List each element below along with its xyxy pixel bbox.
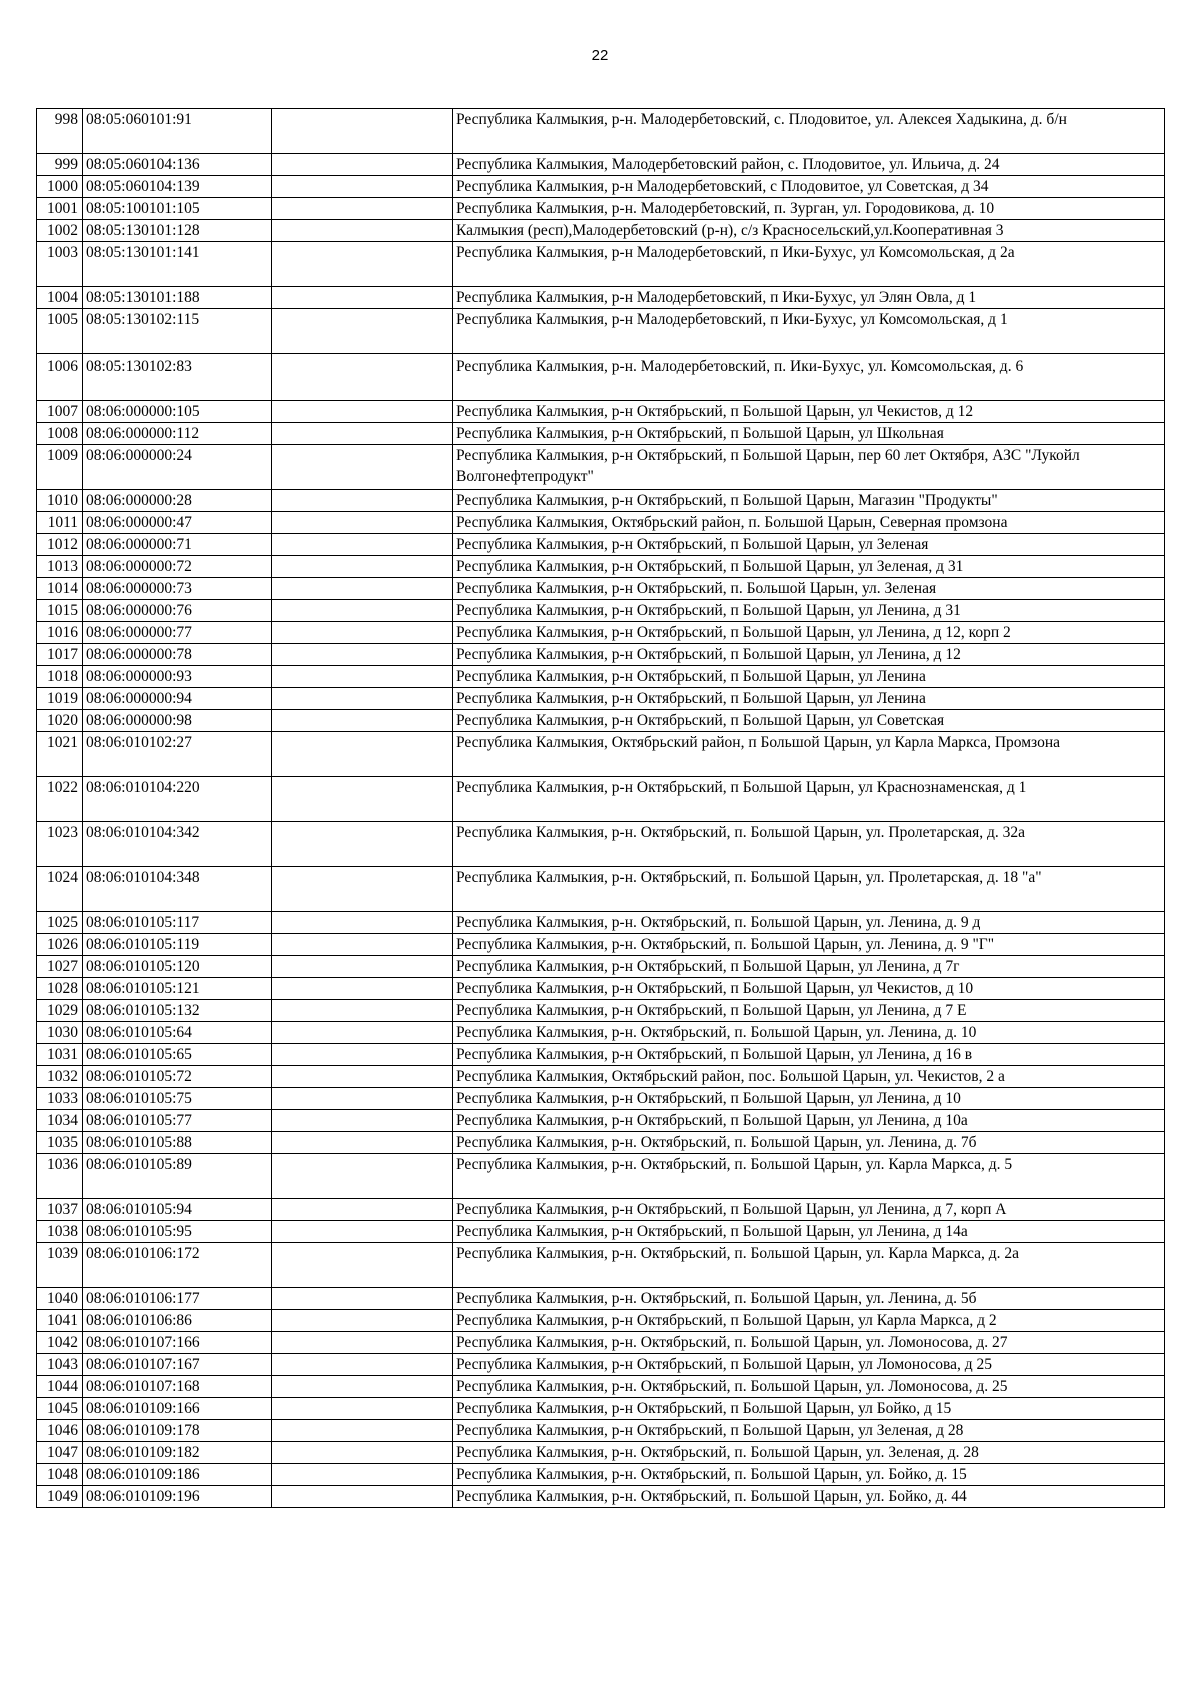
table-row xyxy=(37,1464,1165,1486)
row-number-cell: 1017 xyxy=(37,644,83,666)
table-row xyxy=(37,1110,1165,1132)
empty-cell xyxy=(272,1398,453,1420)
cadastral-number-cell: 08:06:010109:186 xyxy=(83,1464,272,1486)
cadastral-number-cell: 08:06:010109:182 xyxy=(83,1442,272,1464)
empty-cell xyxy=(272,666,453,688)
row-number-cell: 1006 xyxy=(37,354,83,401)
table-row xyxy=(37,622,1165,644)
empty-cell xyxy=(272,109,453,154)
empty-cell xyxy=(272,1354,453,1376)
row-number-cell: 1040 xyxy=(37,1288,83,1310)
table-row xyxy=(37,512,1165,534)
row-number-cell: 1016 xyxy=(37,622,83,644)
cadastral-number-cell: 08:06:000000:71 xyxy=(83,534,272,556)
address-cell: Республика Калмыкия, Малодербетовский район, с. Плодовитое, ул. Ильича, д. 24 xyxy=(453,154,1165,176)
table-row xyxy=(37,242,1165,287)
table-row xyxy=(37,198,1165,220)
row-number-cell: 1033 xyxy=(37,1088,83,1110)
table-row xyxy=(37,1154,1165,1199)
table-row xyxy=(37,1022,1165,1044)
row-number-cell: 1039 xyxy=(37,1243,83,1288)
address-cell: Республика Калмыкия, р-н. Октябрьский, п. Большой Царын, ул. Пролетарская, д. 32а xyxy=(453,822,1165,867)
empty-cell xyxy=(272,934,453,956)
address-cell: Республика Калмыкия, р-н Октябрьский, п Большой Царын, ул Ленина, д 12, корп 2 xyxy=(453,622,1165,644)
empty-cell xyxy=(272,732,453,777)
cadastral-number-cell: 08:06:000000:93 xyxy=(83,666,272,688)
table-row xyxy=(37,978,1165,1000)
address-cell: Республика Калмыкия, р-н Октябрьский, п Большой Царын, ул Ленина, д 16 в xyxy=(453,1044,1165,1066)
cadastral-number-cell: 08:06:010104:342 xyxy=(83,822,272,867)
address-cell: Республика Калмыкия, р-н. Октябрьский, п. Большой Царын, ул. Зеленая, д. 28 xyxy=(453,1442,1165,1464)
empty-cell xyxy=(272,822,453,867)
address-cell: Республика Калмыкия, р-н Октябрьский, п Большой Царын, ул Ленина, д 10 xyxy=(453,1088,1165,1110)
address-cell: Республика Калмыкия, р-н. Октябрьский, п. Большой Царын, ул. Пролетарская, д. 18 "а" xyxy=(453,867,1165,912)
row-number-cell: 1031 xyxy=(37,1044,83,1066)
row-number-cell: 1014 xyxy=(37,578,83,600)
row-number-cell: 998 xyxy=(37,109,83,154)
row-number-cell: 1027 xyxy=(37,956,83,978)
table-row xyxy=(37,600,1165,622)
address-cell: Республика Калмыкия, Октябрьский район, п. Большой Царын, Северная промзона xyxy=(453,512,1165,534)
empty-cell xyxy=(272,1464,453,1486)
row-number-cell: 1025 xyxy=(37,912,83,934)
address-cell: Республика Калмыкия, р-н Октябрьский, п Большой Царын, ул Школьная xyxy=(453,423,1165,445)
cadastral-number-cell: 08:06:010105:119 xyxy=(83,934,272,956)
empty-cell xyxy=(272,1088,453,1110)
cadastral-number-cell: 08:06:010109:166 xyxy=(83,1398,272,1420)
address-cell: Республика Калмыкия, р-н Октябрьский, п Большой Царын, ул Краснознаменская, д 1 xyxy=(453,777,1165,822)
table-row xyxy=(37,1376,1165,1398)
empty-cell xyxy=(272,1332,453,1354)
row-number-cell: 1026 xyxy=(37,934,83,956)
table-row xyxy=(37,666,1165,688)
address-cell: Республика Калмыкия, р-н Октябрьский, п Большой Царын, ул Чекистов, д 10 xyxy=(453,978,1165,1000)
cadastral-number-cell: 08:06:010107:167 xyxy=(83,1354,272,1376)
table-row xyxy=(37,154,1165,176)
empty-cell xyxy=(272,578,453,600)
address-cell: Республика Калмыкия, р-н Октябрьский, п Большой Царын, ул Ленина, д 14а xyxy=(453,1221,1165,1243)
property-registry-table xyxy=(36,108,1165,1508)
row-number-cell: 1001 xyxy=(37,198,83,220)
empty-cell xyxy=(272,1486,453,1508)
row-number-cell: 1030 xyxy=(37,1022,83,1044)
empty-cell xyxy=(272,956,453,978)
cadastral-number-cell: 08:06:000000:77 xyxy=(83,622,272,644)
address-cell: Калмыкия (респ),Малодербетовский (р-н), с/з Красносельский,ул.Кооперативная 3 xyxy=(453,220,1165,242)
address-cell: Республика Калмыкия, р-н. Малодербетовский, п. Ики-Бухус, ул. Комсомольская, д. 6 xyxy=(453,354,1165,401)
address-cell: Республика Калмыкия, р-н Малодербетовский, п Ики-Бухус, ул Комсомольская, д 2а xyxy=(453,242,1165,287)
row-number-cell: 1018 xyxy=(37,666,83,688)
cadastral-number-cell: 08:06:000000:78 xyxy=(83,644,272,666)
row-number-cell: 1020 xyxy=(37,710,83,732)
row-number-cell: 1034 xyxy=(37,1110,83,1132)
cadastral-number-cell: 08:06:010106:172 xyxy=(83,1243,272,1288)
empty-cell xyxy=(272,688,453,710)
table-row xyxy=(37,822,1165,867)
cadastral-number-cell: 08:06:010105:64 xyxy=(83,1022,272,1044)
table-row xyxy=(37,1354,1165,1376)
address-cell: Республика Калмыкия, р-н Октябрьский, п Большой Царын, ул Чекистов, д 12 xyxy=(453,401,1165,423)
address-cell: Республика Калмыкия, р-н Октябрьский, п Большой Царын, пер 60 лет Октября, АЗС "Лукойл Волгонефтепродукт" xyxy=(453,445,1165,490)
cadastral-number-cell: 08:06:000000:47 xyxy=(83,512,272,534)
cadastral-number-cell: 08:06:010102:27 xyxy=(83,732,272,777)
cadastral-number-cell: 08:06:010109:178 xyxy=(83,1420,272,1442)
address-cell: Республика Калмыкия, р-н. Октябрьский, п. Большой Царын, ул. Ленина, д. 7б xyxy=(453,1132,1165,1154)
empty-cell xyxy=(272,777,453,822)
empty-cell xyxy=(272,176,453,198)
empty-cell xyxy=(272,1243,453,1288)
table-row xyxy=(37,867,1165,912)
cadastral-number-cell: 08:05:100101:105 xyxy=(83,198,272,220)
cadastral-number-cell: 08:06:010105:120 xyxy=(83,956,272,978)
cadastral-number-cell: 08:06:000000:76 xyxy=(83,600,272,622)
row-number-cell: 999 xyxy=(37,154,83,176)
row-number-cell: 1000 xyxy=(37,176,83,198)
empty-cell xyxy=(272,1310,453,1332)
row-number-cell: 1021 xyxy=(37,732,83,777)
row-number-cell: 1037 xyxy=(37,1199,83,1221)
table-row xyxy=(37,912,1165,934)
row-number-cell: 1007 xyxy=(37,401,83,423)
table-row xyxy=(37,220,1165,242)
cadastral-number-cell: 08:06:000000:98 xyxy=(83,710,272,732)
cadastral-number-cell: 08:06:000000:28 xyxy=(83,490,272,512)
empty-cell xyxy=(272,354,453,401)
empty-cell xyxy=(272,287,453,309)
empty-cell xyxy=(272,423,453,445)
table-row xyxy=(37,423,1165,445)
address-cell: Республика Калмыкия, р-н Октябрьский, п Большой Царын, ул Зеленая xyxy=(453,534,1165,556)
row-number-cell: 1023 xyxy=(37,822,83,867)
address-cell: Республика Калмыкия, р-н. Октябрьский, п. Большой Царын, ул. Ленина, д. 9 д xyxy=(453,912,1165,934)
table-row xyxy=(37,1132,1165,1154)
cadastral-number-cell: 08:06:010105:89 xyxy=(83,1154,272,1199)
row-number-cell: 1002 xyxy=(37,220,83,242)
empty-cell xyxy=(272,978,453,1000)
row-number-cell: 1015 xyxy=(37,600,83,622)
address-cell: Республика Калмыкия, р-н Октябрьский, п Большой Царын, ул Ленина, д 7 Е xyxy=(453,1000,1165,1022)
empty-cell xyxy=(272,912,453,934)
table-row xyxy=(37,1199,1165,1221)
cadastral-number-cell: 08:06:000000:72 xyxy=(83,556,272,578)
cadastral-number-cell: 08:06:010105:65 xyxy=(83,1044,272,1066)
table-row xyxy=(37,1442,1165,1464)
cadastral-number-cell: 08:06:010109:196 xyxy=(83,1486,272,1508)
empty-cell xyxy=(272,644,453,666)
row-number-cell: 1044 xyxy=(37,1376,83,1398)
address-cell: Республика Калмыкия, р-н Октябрьский, п Большой Царын, ул Карла Маркса, д 2 xyxy=(453,1310,1165,1332)
table-row xyxy=(37,644,1165,666)
empty-cell xyxy=(272,154,453,176)
empty-cell xyxy=(272,1376,453,1398)
page-number: 22 xyxy=(591,47,609,64)
cadastral-number-cell: 08:06:010105:95 xyxy=(83,1221,272,1243)
table-row xyxy=(37,109,1165,154)
table-row xyxy=(37,732,1165,777)
row-number-cell: 1012 xyxy=(37,534,83,556)
cadastral-number-cell: 08:06:000000:24 xyxy=(83,445,272,490)
cadastral-number-cell: 08:05:130101:128 xyxy=(83,220,272,242)
empty-cell xyxy=(272,622,453,644)
table-row xyxy=(37,710,1165,732)
address-cell: Республика Калмыкия, Октябрьский район, п Большой Царын, ул Карла Маркса, Промзона xyxy=(453,732,1165,777)
table-row xyxy=(37,956,1165,978)
address-cell: Республика Калмыкия, р-н Октябрьский, п Большой Царын, ул Бойко, д 15 xyxy=(453,1398,1165,1420)
row-number-cell: 1029 xyxy=(37,1000,83,1022)
empty-cell xyxy=(272,512,453,534)
table-row xyxy=(37,1000,1165,1022)
address-cell: Республика Калмыкия, р-н Октябрьский, п Большой Царын, Магазин "Продукты" xyxy=(453,490,1165,512)
table-row xyxy=(37,1066,1165,1088)
table-row xyxy=(37,401,1165,423)
cadastral-number-cell: 08:06:000000:112 xyxy=(83,423,272,445)
address-cell: Республика Калмыкия, р-н Малодербетовский, п Ики-Бухус, ул Комсомольская, д 1 xyxy=(453,309,1165,354)
table-row xyxy=(37,556,1165,578)
empty-cell xyxy=(272,534,453,556)
registry-table-body xyxy=(37,109,1165,1508)
empty-cell xyxy=(272,1000,453,1022)
empty-cell xyxy=(272,309,453,354)
cadastral-number-cell: 08:05:130102:83 xyxy=(83,354,272,401)
address-cell: Республика Калмыкия, р-н. Октябрьский, п. Большой Царын, ул. Карла Маркса, д. 5 xyxy=(453,1154,1165,1199)
address-cell: Республика Калмыкия, р-н Октябрьский, п Большой Царын, ул Ленина, д 7г xyxy=(453,956,1165,978)
address-cell: Республика Калмыкия, р-н Октябрьский, п Большой Царын, ул Ленина xyxy=(453,688,1165,710)
table-row xyxy=(37,309,1165,354)
row-number-cell: 1019 xyxy=(37,688,83,710)
address-cell: Республика Калмыкия, Октябрьский район, пос. Большой Царын, ул. Чекистов, 2 а xyxy=(453,1066,1165,1088)
cadastral-number-cell: 08:06:010106:177 xyxy=(83,1288,272,1310)
address-cell: Республика Калмыкия, р-н. Октябрьский, п. Большой Царын, ул. Бойко, д. 44 xyxy=(453,1486,1165,1508)
cadastral-number-cell: 08:06:000000:94 xyxy=(83,688,272,710)
address-cell: Республика Калмыкия, р-н Малодербетовский, п Ики-Бухус, ул Элян Овла, д 1 xyxy=(453,287,1165,309)
empty-cell xyxy=(272,600,453,622)
address-cell: Республика Калмыкия, р-н Октябрьский, п Большой Царын, ул Ленина, д 7, корп А xyxy=(453,1199,1165,1221)
row-number-cell: 1038 xyxy=(37,1221,83,1243)
empty-cell xyxy=(272,1420,453,1442)
empty-cell xyxy=(272,1110,453,1132)
empty-cell xyxy=(272,710,453,732)
empty-cell xyxy=(272,198,453,220)
row-number-cell: 1035 xyxy=(37,1132,83,1154)
row-number-cell: 1011 xyxy=(37,512,83,534)
empty-cell xyxy=(272,1199,453,1221)
cadastral-number-cell: 08:06:000000:73 xyxy=(83,578,272,600)
address-cell: Республика Калмыкия, р-н. Октябрьский, п. Большой Царын, ул. Ломоносова, д. 27 xyxy=(453,1332,1165,1354)
empty-cell xyxy=(272,220,453,242)
table-row xyxy=(37,688,1165,710)
row-number-cell: 1045 xyxy=(37,1398,83,1420)
cadastral-number-cell: 08:06:010104:348 xyxy=(83,867,272,912)
table-row xyxy=(37,777,1165,822)
cadastral-number-cell: 08:06:010104:220 xyxy=(83,777,272,822)
row-number-cell: 1041 xyxy=(37,1310,83,1332)
address-cell: Республика Калмыкия, р-н Октябрьский, п. Большой Царын, ул. Зеленая xyxy=(453,578,1165,600)
cadastral-number-cell: 08:06:010107:168 xyxy=(83,1376,272,1398)
table-row xyxy=(37,1243,1165,1288)
row-number-cell: 1022 xyxy=(37,777,83,822)
row-number-cell: 1046 xyxy=(37,1420,83,1442)
cadastral-number-cell: 08:06:010105:117 xyxy=(83,912,272,934)
table-row xyxy=(37,578,1165,600)
address-cell: Республика Калмыкия, р-н. Октябрьский, п. Большой Царын, ул. Ленина, д. 5б xyxy=(453,1288,1165,1310)
address-cell: Республика Калмыкия, р-н Октябрьский, п Большой Царын, ул Ленина, д 10а xyxy=(453,1110,1165,1132)
table-row xyxy=(37,1332,1165,1354)
row-number-cell: 1036 xyxy=(37,1154,83,1199)
table-row xyxy=(37,1288,1165,1310)
row-number-cell: 1028 xyxy=(37,978,83,1000)
row-number-cell: 1003 xyxy=(37,242,83,287)
empty-cell xyxy=(272,1221,453,1243)
address-cell: Республика Калмыкия, р-н Октябрьский, п Большой Царын, ул Зеленая, д 28 xyxy=(453,1420,1165,1442)
table-row xyxy=(37,1398,1165,1420)
address-cell: Республика Калмыкия, р-н Октябрьский, п Большой Царын, ул Ленина xyxy=(453,666,1165,688)
address-cell: Республика Калмыкия, р-н. Октябрьский, п. Большой Царын, ул. Ленина, д. 9 "Г" xyxy=(453,934,1165,956)
cadastral-number-cell: 08:05:130101:141 xyxy=(83,242,272,287)
empty-cell xyxy=(272,1044,453,1066)
table-row xyxy=(37,1310,1165,1332)
address-cell: Республика Калмыкия, р-н. Малодербетовский, с. Плодовитое, ул. Алексея Хадыкина, д. б/н xyxy=(453,109,1165,154)
empty-cell xyxy=(272,401,453,423)
row-number-cell: 1049 xyxy=(37,1486,83,1508)
address-cell: Республика Калмыкия, р-н. Октябрьский, п. Большой Царын, ул. Ломоносова, д. 25 xyxy=(453,1376,1165,1398)
address-cell: Республика Калмыкия, р-н Октябрьский, п Большой Царын, ул Зеленая, д 31 xyxy=(453,556,1165,578)
empty-cell xyxy=(272,242,453,287)
address-cell: Республика Калмыкия, р-н. Октябрьский, п. Большой Царын, ул. Карла Маркса, д. 2а xyxy=(453,1243,1165,1288)
row-number-cell: 1043 xyxy=(37,1354,83,1376)
row-number-cell: 1010 xyxy=(37,490,83,512)
row-number-cell: 1004 xyxy=(37,287,83,309)
table-row xyxy=(37,287,1165,309)
row-number-cell: 1009 xyxy=(37,445,83,490)
empty-cell xyxy=(272,490,453,512)
row-number-cell: 1013 xyxy=(37,556,83,578)
address-cell: Республика Калмыкия, р-н. Малодербетовский, п. Зурган, ул. Городовикова, д. 10 xyxy=(453,198,1165,220)
cadastral-number-cell: 08:06:010105:88 xyxy=(83,1132,272,1154)
table-row xyxy=(37,176,1165,198)
address-cell: Республика Калмыкия, р-н Октябрьский, п Большой Царын, ул Ленина, д 31 xyxy=(453,600,1165,622)
empty-cell xyxy=(272,1022,453,1044)
table-row xyxy=(37,534,1165,556)
address-cell: Республика Калмыкия, р-н Октябрьский, п Большой Царын, ул Ленина, д 12 xyxy=(453,644,1165,666)
address-cell: Республика Калмыкия, р-н Октябрьский, п Большой Царын, ул Ломоносова, д 25 xyxy=(453,1354,1165,1376)
cadastral-number-cell: 08:06:010105:132 xyxy=(83,1000,272,1022)
table-row xyxy=(37,445,1165,490)
address-cell: Республика Калмыкия, р-н. Октябрьский, п. Большой Царын, ул. Бойко, д. 15 xyxy=(453,1464,1165,1486)
table-row xyxy=(37,1486,1165,1508)
cadastral-number-cell: 08:06:010105:72 xyxy=(83,1066,272,1088)
cadastral-number-cell: 08:05:060104:139 xyxy=(83,176,272,198)
cadastral-number-cell: 08:06:010107:166 xyxy=(83,1332,272,1354)
cadastral-number-cell: 08:06:000000:105 xyxy=(83,401,272,423)
cadastral-number-cell: 08:05:060101:91 xyxy=(83,109,272,154)
empty-cell xyxy=(272,1288,453,1310)
address-cell: Республика Калмыкия, р-н Октябрьский, п Большой Царын, ул Советская xyxy=(453,710,1165,732)
address-cell: Республика Калмыкия, р-н Малодербетовский, с Плодовитое, ул Советская, д 34 xyxy=(453,176,1165,198)
cadastral-number-cell: 08:06:010105:121 xyxy=(83,978,272,1000)
table-row xyxy=(37,490,1165,512)
table-row xyxy=(37,934,1165,956)
row-number-cell: 1008 xyxy=(37,423,83,445)
row-number-cell: 1005 xyxy=(37,309,83,354)
empty-cell xyxy=(272,867,453,912)
empty-cell xyxy=(272,445,453,490)
row-number-cell: 1048 xyxy=(37,1464,83,1486)
table-row xyxy=(37,1088,1165,1110)
row-number-cell: 1042 xyxy=(37,1332,83,1354)
empty-cell xyxy=(272,1066,453,1088)
empty-cell xyxy=(272,556,453,578)
row-number-cell: 1024 xyxy=(37,867,83,912)
table-row xyxy=(37,1420,1165,1442)
row-number-cell: 1032 xyxy=(37,1066,83,1088)
cadastral-number-cell: 08:06:010106:86 xyxy=(83,1310,272,1332)
address-cell: Республика Калмыкия, р-н. Октябрьский, п. Большой Царын, ул. Ленина, д. 10 xyxy=(453,1022,1165,1044)
table-row xyxy=(37,354,1165,401)
cadastral-number-cell: 08:06:010105:77 xyxy=(83,1110,272,1132)
cadastral-number-cell: 08:05:060104:136 xyxy=(83,154,272,176)
cadastral-number-cell: 08:06:010105:75 xyxy=(83,1088,272,1110)
empty-cell xyxy=(272,1132,453,1154)
table-row xyxy=(37,1044,1165,1066)
cadastral-number-cell: 08:06:010105:94 xyxy=(83,1199,272,1221)
row-number-cell: 1047 xyxy=(37,1442,83,1464)
cadastral-number-cell: 08:05:130101:188 xyxy=(83,287,272,309)
cadastral-number-cell: 08:05:130102:115 xyxy=(83,309,272,354)
table-row xyxy=(37,1221,1165,1243)
empty-cell xyxy=(272,1154,453,1199)
empty-cell xyxy=(272,1442,453,1464)
